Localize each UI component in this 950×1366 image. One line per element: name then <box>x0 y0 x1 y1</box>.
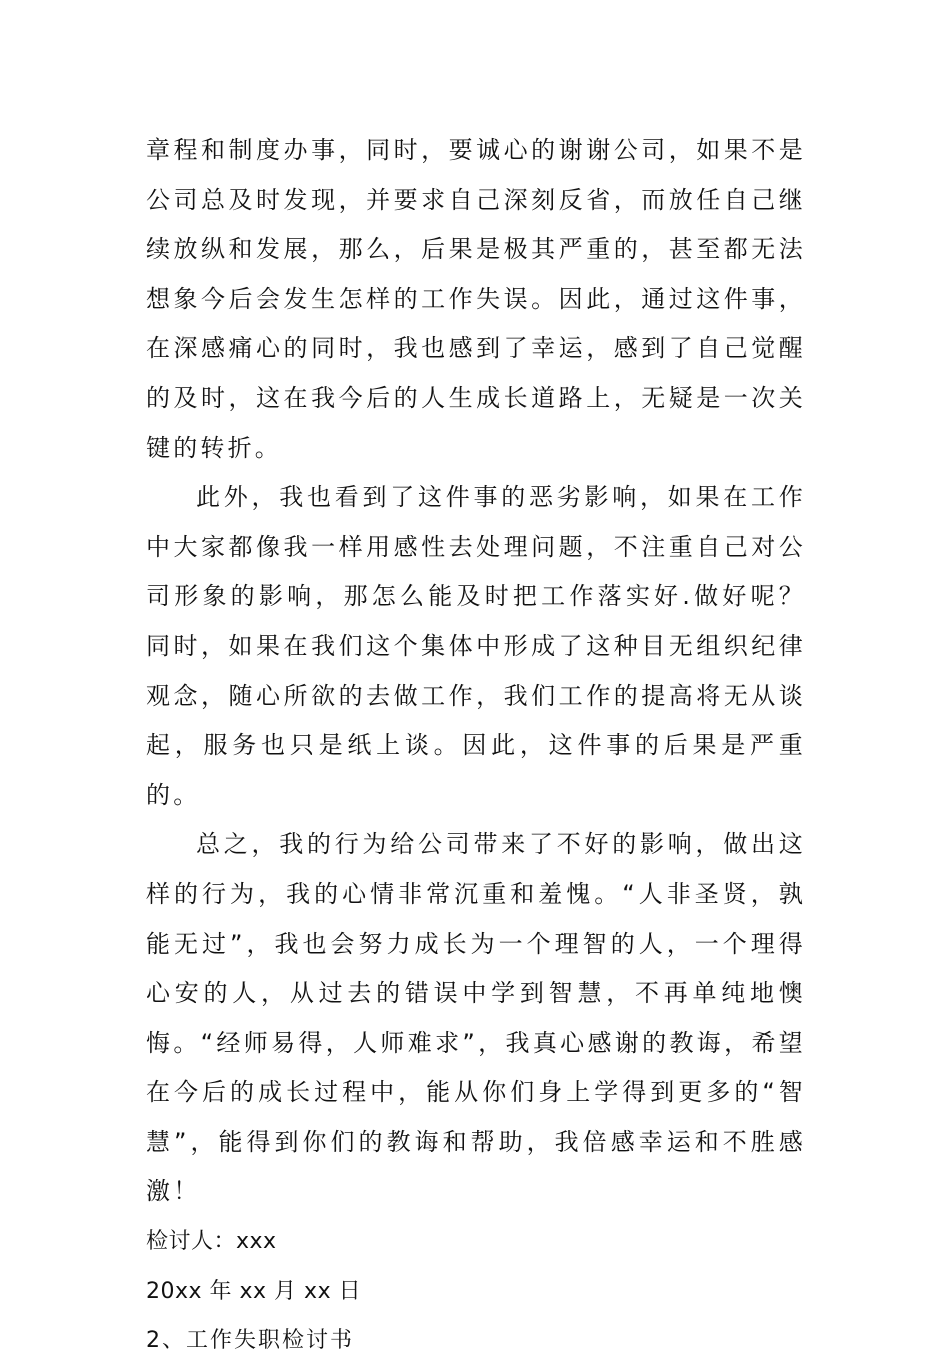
paragraph-impact: 此外，我也看到了这件事的恶劣影响，如果在工作中大家都像我一样用感性去处理问题，不注重自己对公司形象的影响，那怎么能及时把工作落实好.做好呢？同时，如果在我们这个集体中形成了这种目无组织纪律观念，随心所欲的去做工作，我们工作的提高将无从谈起，服务也只是纸上谈。因此，这件事的后果是严重的。 <box>146 483 806 809</box>
section-heading: 2、工作失职检讨书 <box>146 1328 354 1354</box>
paragraph-conclusion: 总之，我的行为给公司带来了不好的影响，做出这样的行为，我的心情非常沉重和羞愧。“人非圣贤，孰能无过”，我也会努力成长为一个理智的人，一个理得心安的人，从过去的错误中学到智慧，不再单纯地懊悔。“经师易得，人师难求”，我真心感谢的教诲，希望在今后的成长过程中，能从你们身上学得到更多的“智慧”，能得到你们的教诲和帮助，我倍感幸运和不胜感激！ <box>146 830 806 1206</box>
document-body <box>146 126 806 1366</box>
signature-line: 检讨人：xxx <box>146 1229 277 1255</box>
date-line: 20xx 年 xx 月 xx 日 <box>146 1278 362 1304</box>
paragraph-continuation: 章程和制度办事，同时，要诚心的谢谢公司，如果不是公司总及时发现，并要求自己深刻反省，而放任自己继续放纵和发展，那么，后果是极其严重的，甚至都无法想象今后会发生怎样的工作失误。因此，通过这件事，在深感痛心的同时，我也感到了幸运，感到了自己觉醒的及时，这在我今后的人生成长道路上，无疑是一次关键的转折。 <box>146 136 806 462</box>
